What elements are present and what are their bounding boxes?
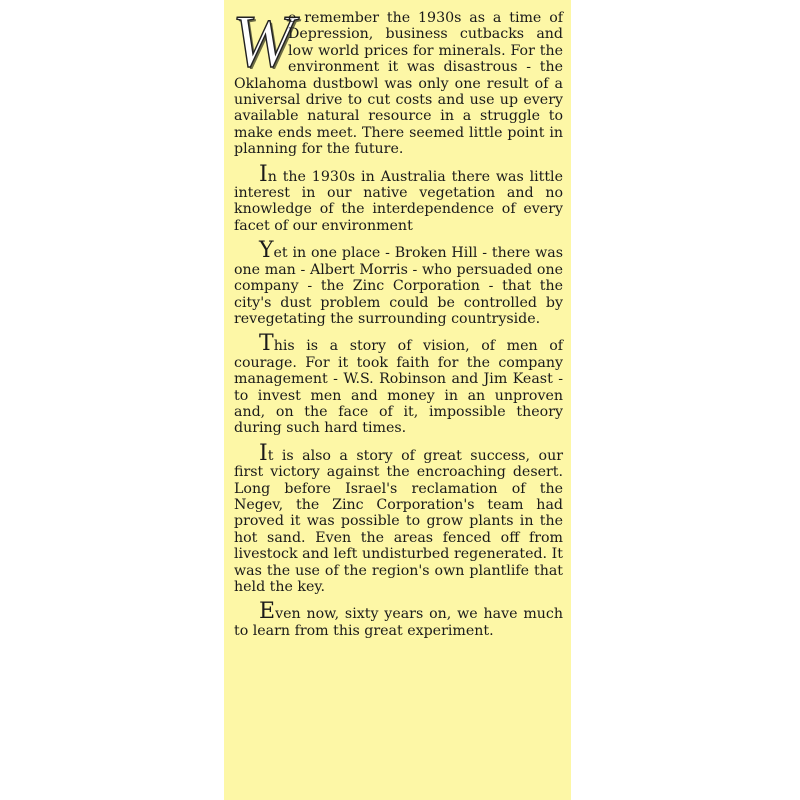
paragraph-5-initial: I [259, 440, 268, 466]
paragraph-1 [232, 1, 563, 158]
paragraph-2 [234, 161, 563, 235]
drop-cap-letter: W [232, 1, 294, 83]
paragraph-2-initial: I [259, 161, 268, 187]
paragraph-5-text: t is also a story of great success, our first victory against the encroaching desert. Long before Israel's reclamation of the Negev, the Zinc Corporation's team had proved it was possible to grow plants in the hot sand. Even the areas fenced off from livestock and left undisturbed regenerated. It was the use of the region's own plantlife that held the key. [234, 447, 563, 595]
paragraph-3-text: et in one place - Broken Hill - there was one man - Albert Morris - who persuaded one company - the Zinc Corporation - that the city's dust problem could be controlled by revegetating the surrounding countryside. [234, 245, 563, 327]
paragraph-6-initial: E [259, 599, 276, 625]
paragraph-4 [234, 331, 563, 437]
paragraph-4-initial: T [259, 331, 274, 357]
paragraph-6 [234, 599, 563, 639]
paragraph-4-text: his is a story of vision, of men of courage. For it took faith for the company management - W.S. Robinson and Jim Keast - to invest men and money in an unproven and, on the face of it, impossible theory during such hard times. [234, 338, 563, 437]
paragraph-5 [234, 440, 563, 596]
paragraph-2-text: n the 1930s in Australia there was little interest in our native vegetation and no knowledge of the interdependence of every facet of our environment [234, 168, 563, 234]
document-page [224, 0, 571, 800]
paragraph-1-text: e remember the 1930s as a time of Depression, business cutbacks and low world prices for minerals. For the environment it was disastrous - the Oklahoma dustbowl was only one result of a universal drive to cut costs and use up every available natural resource in a struggle to make ends meet. There seemed little point in planning for the future. [234, 10, 563, 158]
paragraph-3-initial: Y [259, 238, 274, 264]
paragraph-6-text: ven now, sixty years on, we have much to learn from this great experiment. [234, 606, 563, 639]
paragraph-3 [234, 238, 563, 327]
